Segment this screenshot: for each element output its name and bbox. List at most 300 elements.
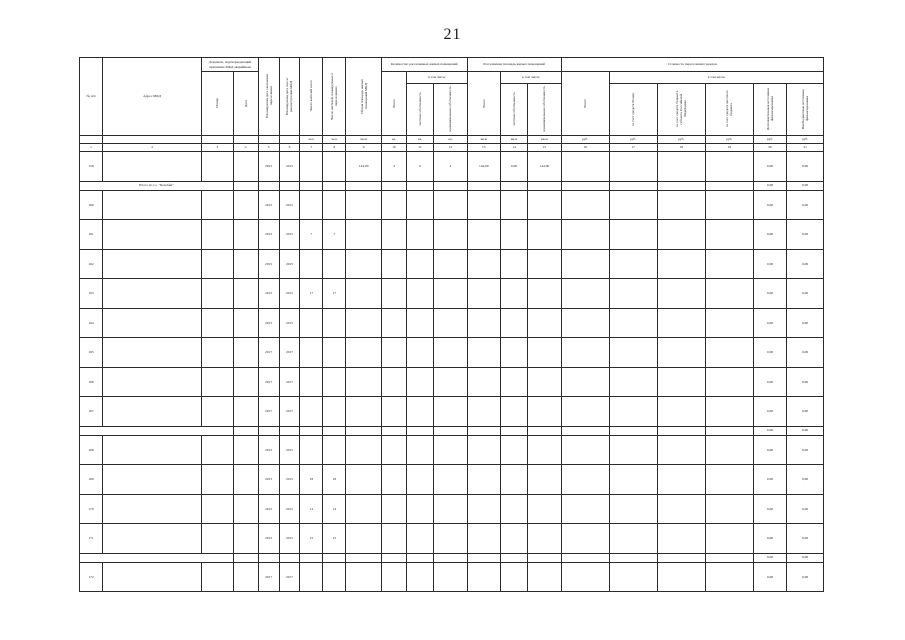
header-rooms-of-which: в том числе [406,72,467,84]
table-cell: 0,00 [787,279,824,309]
table-cell [202,308,233,338]
column-number: 15 [528,144,561,152]
table-cell: 2015 [279,308,300,338]
table-cell [657,494,705,524]
subtotal-cell: 0,00 [787,553,824,562]
table-cell [233,435,258,465]
table-cell [705,338,753,368]
table-cell [434,435,467,465]
table-cell [346,338,382,368]
header-area-group: Расселяемая площадь жилых помещений [467,58,561,72]
table-cell: 7 [323,220,346,250]
unit-cell: кв.м [501,136,528,144]
table-cell [501,397,528,427]
table-cell [434,524,467,554]
table-row [80,249,824,279]
column-number: 21 [787,144,824,152]
table-cell: 0,00 [753,338,786,368]
table-cell [323,190,346,220]
table-cell: 7 [300,220,323,250]
table-cell: 0,00 [753,190,786,220]
table-cell [323,338,346,368]
address-cell [102,308,201,338]
table-header [80,58,824,152]
table-cell [657,367,705,397]
table-cell [202,367,233,397]
table-cell [609,190,657,220]
unit-cell: ед. [434,136,467,144]
table-cell [233,338,258,368]
table-cell: 2015 [279,190,300,220]
table-cell [202,152,233,182]
table-cell: 2017 [279,367,300,397]
table-cell [406,397,433,427]
subtotal-cell [657,553,705,562]
header-doc-number: Номер [202,72,233,136]
table-cell [609,249,657,279]
table-cell: 2015 [258,249,279,279]
subtotal-cell [434,426,467,435]
table-cell [467,562,500,592]
table-cell [705,279,753,309]
table-cell [300,397,323,427]
table-cell [705,397,753,427]
table-cell: 2015 [258,220,279,250]
table-cell: 2017 [279,338,300,368]
table-cell [657,190,705,220]
table-cell [233,524,258,554]
table-cell [561,338,609,368]
table-cell [705,562,753,592]
table-cell [346,367,382,397]
table-cell [300,367,323,397]
table-cell: 2015 [258,190,279,220]
table-cell [501,465,528,495]
header-cost-total: Всего [561,72,609,136]
table-row [80,465,824,495]
unit-cell: руб. [787,136,824,144]
table-cell [501,338,528,368]
table-cell [202,397,233,427]
table-cell [381,435,406,465]
table-cell [528,279,561,309]
subtotal-cell [323,181,346,190]
subtotal-cell [381,553,406,562]
table-row [80,367,824,397]
unit-cell: кв.м [528,136,561,144]
address-cell [102,220,201,250]
table-cell [609,494,657,524]
table-cell [467,279,500,309]
table-cell: 0 [406,152,433,182]
subtotal-cell [300,181,323,190]
table-cell [406,367,433,397]
table-cell [561,152,609,182]
column-number: 4 [233,144,258,152]
table-cell [609,279,657,309]
table-cell [528,435,561,465]
table-cell [467,465,500,495]
table-cell [528,220,561,250]
table-row [80,562,824,592]
table-cell: 0,00 [753,367,786,397]
header-extra-sources: Внебюджетные источники финансирования [787,84,824,136]
table-cell [406,279,433,309]
table-cell [467,190,500,220]
table-cell: 0,00 [787,152,824,182]
table-row [80,435,824,465]
header-rooms-total: Всего [381,72,406,136]
subtotal-cell: 0,00 [753,553,786,562]
subtotal-cell [406,426,433,435]
subtotal-cell [279,426,300,435]
table-cell: 0,00 [753,397,786,427]
unit-cell: руб. [657,136,705,144]
unit-cell [279,136,300,144]
table-cell [528,397,561,427]
table-cell [381,190,406,220]
table-cell [202,338,233,368]
table-cell [406,220,433,250]
table-cell [609,308,657,338]
header-regional-budget: за счет средств бюджета субъекта Российской Федерации [657,84,705,136]
table-cell: 167 [80,397,103,427]
header-area-total: Всего [467,72,500,136]
subtotal-row [80,181,824,190]
table-cell: 163 [80,279,103,309]
table-cell: 0,00 [787,562,824,592]
table-cell [561,220,609,250]
table-cell [381,524,406,554]
table-cell [657,562,705,592]
table-cell: 0,00 [753,465,786,495]
table-cell [406,435,433,465]
address-cell [102,367,201,397]
table-cell: 2017 [258,338,279,368]
table-cell: 168 [80,435,103,465]
subtotal-cell [501,553,528,562]
table-cell [705,190,753,220]
table-cell [528,562,561,592]
table-cell [233,152,258,182]
table-cell [609,152,657,182]
table-cell: 18 [300,465,323,495]
table-cell [501,435,528,465]
table-cell [202,465,233,495]
table-cell [609,397,657,427]
table-cell [467,367,500,397]
table-cell: 171 [80,524,103,554]
subtotal-cell [467,181,500,190]
table-cell: 0,00 [787,494,824,524]
table-cell: 166 [80,367,103,397]
address-cell [102,249,201,279]
unit-cell [102,136,201,144]
unit-cell [258,136,279,144]
table-cell: 162 [80,249,103,279]
subtotal-cell [705,426,753,435]
table-row [80,279,824,309]
table-cell: 169 [80,465,103,495]
subtotal-cell [561,426,609,435]
table-cell [609,524,657,554]
subtotal-cell [406,181,433,190]
unit-cell [202,136,233,144]
header-total-area: Общая площадь жилых помещений МКД [346,58,382,136]
table-cell [323,435,346,465]
table-cell: 0,00 [787,367,824,397]
table-cell [233,397,258,427]
header-address: Адрес МКД [102,58,201,136]
table-cell [467,338,500,368]
table-cell [528,494,561,524]
table-cell: 17 [300,279,323,309]
subtotal-row [80,553,824,562]
table-cell [381,279,406,309]
table-cell [233,220,258,250]
table-cell: 0,00 [787,524,824,554]
subtotal-cell [300,553,323,562]
table-cell: 144,00 [346,152,382,182]
subtotal-cell: 0,00 [753,426,786,435]
table-cell [381,308,406,338]
unit-cell: руб. [561,136,609,144]
table-cell [561,524,609,554]
table-cell [233,367,258,397]
subtotal-cell [300,426,323,435]
table-cell [406,308,433,338]
table-cell [346,308,382,338]
subtotal-cell [434,181,467,190]
table-cell: 0,00 [753,220,786,250]
column-number: 8 [323,144,346,152]
table-cell [323,562,346,592]
column-number: 17 [609,144,657,152]
table-cell [406,338,433,368]
subtotal-cell [233,553,258,562]
subtotal-cell [705,553,753,562]
table-cell [346,220,382,250]
table-cell [609,562,657,592]
table-cell: 0,00 [753,308,786,338]
table-cell: 159 [80,152,103,182]
table-cell [233,308,258,338]
subtotal-cell: 0,00 [787,426,824,435]
table-cell [528,524,561,554]
table-cell [346,562,382,592]
table-cell [323,397,346,427]
subtotal-cell [258,426,279,435]
subtotal-cell [609,426,657,435]
table-cell [381,494,406,524]
table-cell [501,279,528,309]
subtotal-cell [346,426,382,435]
table-cell: 15 [323,524,346,554]
subtotal-cell [279,181,300,190]
table-cell [467,494,500,524]
table-cell: 144,00 [528,152,561,182]
unit-cell: кв.м [346,136,382,144]
table-cell [381,220,406,250]
table-cell [406,249,433,279]
table-cell [323,308,346,338]
table-cell [346,397,382,427]
column-number: 9 [346,144,382,152]
table-cell [467,435,500,465]
table-row [80,190,824,220]
table-row [80,397,824,427]
table-cell [609,338,657,368]
table-cell [501,367,528,397]
table-cell [657,308,705,338]
table-cell [561,562,609,592]
column-number: 18 [657,144,705,152]
unit-cell: руб. [609,136,657,144]
header-residents-count: Число жителей всего [300,58,323,136]
subtotal-cell [657,181,705,190]
subtotal-cell [346,181,382,190]
table-cell: 0,00 [787,435,824,465]
table-cell: 2015 [279,279,300,309]
table-cell [705,220,753,250]
table-cell [561,308,609,338]
table-cell: 0,00 [787,338,824,368]
table-cell: 4 [434,152,467,182]
column-number: 12 [434,144,467,152]
header-planned-demolition: Планируемая дата сноса/реконструкции МКД [279,58,300,136]
column-number: 16 [561,144,609,152]
table-cell: 2017 [258,397,279,427]
table-cell [202,524,233,554]
table-cell [434,308,467,338]
table-row [80,152,824,182]
table-cell [561,397,609,427]
column-number: 7 [300,144,323,152]
table-cell: 0,00 [753,562,786,592]
table-cell: 161 [80,220,103,250]
column-number: 20 [753,144,786,152]
table-cell: 2015 [279,152,300,182]
table-cell [528,465,561,495]
table-cell [434,190,467,220]
unit-cell: ед. [406,136,433,144]
table-cell [381,465,406,495]
table-cell: 14 [300,494,323,524]
column-number: 11 [406,144,433,152]
column-number: 14 [501,144,528,152]
subtotal-cell [467,426,500,435]
subtotal-cell [657,426,705,435]
table-cell [561,190,609,220]
table-cell [346,435,382,465]
table-cell [657,220,705,250]
address-cell [102,152,201,182]
table-cell [561,279,609,309]
table-cell: 2015 [279,435,300,465]
table-cell [609,435,657,465]
unit-cell [233,136,258,144]
address-cell [102,435,201,465]
subtotal-cell [501,426,528,435]
table-cell: 0,00 [753,494,786,524]
address-cell [102,465,201,495]
subtotal-cell [258,181,279,190]
header-rooms-group: Количество расселяемых жилых помещений [381,58,467,72]
subtotal-cell [561,553,609,562]
table-cell: 160 [80,190,103,220]
table-row [80,494,824,524]
page-number: 21 [443,26,462,43]
table-cell: 0,00 [753,435,786,465]
address-cell [102,190,201,220]
table-cell [381,562,406,592]
table-cell: 0,00 [787,249,824,279]
table-cell [705,465,753,495]
subtotal-cell [528,426,561,435]
table-cell [501,494,528,524]
table-cell [561,494,609,524]
table-cell: 18 [323,465,346,495]
table-cell [346,465,382,495]
table-cell [657,435,705,465]
table-cell: 0,00 [787,190,824,220]
table-cell: 2015 [279,524,300,554]
table-cell [233,279,258,309]
table-cell [233,465,258,495]
table-cell: 2015 [279,465,300,495]
table-cell [202,279,233,309]
table-cell: 144,00 [467,152,500,182]
subtotal-cell [279,553,300,562]
subtotal-cell [528,181,561,190]
table-cell [323,249,346,279]
header-num: № п/п [80,58,103,136]
table-cell [202,562,233,592]
table-cell [528,367,561,397]
unit-cell: руб. [705,136,753,144]
table-cell: 4 [381,152,406,182]
column-number: 5 [258,144,279,152]
table-cell [705,524,753,554]
table-cell [561,367,609,397]
subtotal-label: Итого по г.о. "Белебей" [80,181,234,190]
column-number: 13 [467,144,500,152]
address-cell [102,397,201,427]
subtotal-cell [381,181,406,190]
table-cell [323,367,346,397]
unit-cell: чел. [300,136,323,144]
table-cell [705,152,753,182]
table-cell [323,152,346,182]
table-cell [657,397,705,427]
table-cell [467,220,500,250]
table-cell [501,220,528,250]
table-cell: 2017 [258,562,279,592]
subtotal-cell [233,181,258,190]
units-row [80,136,824,144]
column-number: 2 [102,144,201,152]
subtotal-cell [258,553,279,562]
table-cell [233,249,258,279]
header-local-budget: за счет средств местного бюджета [705,84,753,136]
table-cell [406,562,433,592]
table-cell [609,367,657,397]
subtotal-cell [233,426,258,435]
unit-cell: руб. [753,136,786,144]
table-cell [202,190,233,220]
table-cell [381,338,406,368]
header-area-private: частная собственность [501,84,528,136]
